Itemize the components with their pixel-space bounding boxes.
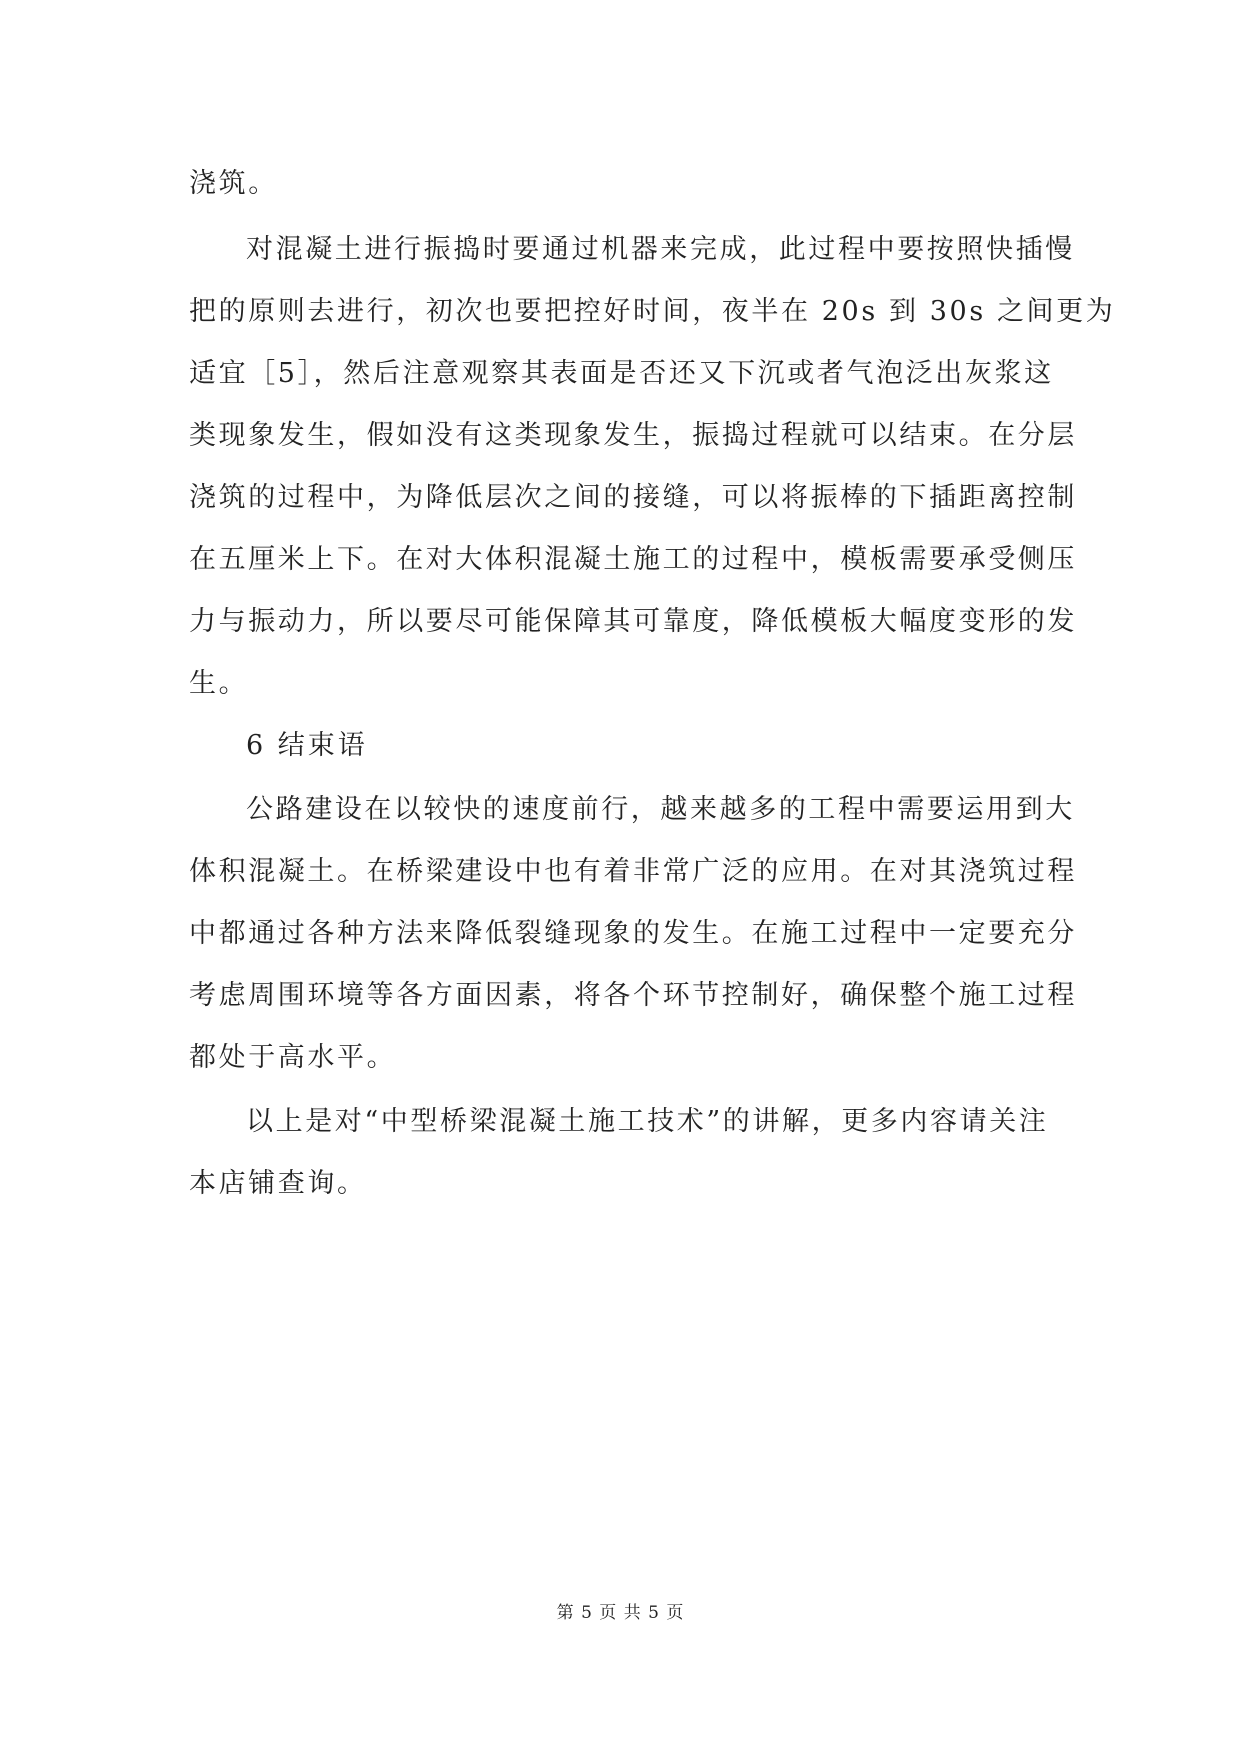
paragraph-line: 适宜［5］，然后注意观察其表面是否还又下沉或者气泡泛出灰浆这 (189, 358, 1054, 389)
paragraph-line: 公路建设在以较快的速度前行，越来越多的工程中需要运用到大 (246, 794, 1075, 825)
paragraph-line: 在五厘米上下。在对大体积混凝土施工的过程中，模板需要承受侧压 (189, 544, 1077, 575)
paragraph-line: 都处于高水平。 (189, 1042, 397, 1073)
section-heading: 6 结束语 (246, 730, 368, 761)
page-number-footer: 第 5 页 共 5 页 (556, 1603, 685, 1623)
paragraph-line: 体积混凝土。在桥梁建设中也有着非常广泛的应用。在对其浇筑过程 (189, 856, 1077, 887)
paragraph-line: 类现象发生，假如没有这类现象发生，振捣过程就可以结束。在分层 (189, 420, 1077, 451)
paragraph-line: 把的原则去进行，初次也要把控好时间，夜半在 20s 到 30s 之间更为 (189, 296, 1116, 327)
paragraph-line: 以上是对“中型桥梁混凝土施工技术”的讲解，更多内容请关注 (246, 1106, 1049, 1137)
paragraph-line: 力与振动力，所以要尽可能保障其可靠度，降低模板大幅度变形的发 (189, 606, 1077, 637)
paragraph-line: 考虑周围环境等各方面因素，将各个环节控制好，确保整个施工过程 (189, 980, 1077, 1011)
paragraph-line: 中都通过各种方法来降低裂缝现象的发生。在施工过程中一定要充分 (189, 918, 1077, 949)
paragraph-line: 对混凝土进行振捣时要通过机器来完成，此过程中要按照快插慢 (246, 234, 1075, 265)
paragraph-line: 生。 (189, 668, 249, 699)
paragraph-line: 浇筑的过程中，为降低层次之间的接缝，可以将振棒的下插距离控制 (189, 482, 1077, 513)
paragraph-line: 浇筑。 (189, 168, 278, 199)
paragraph-line: 本店铺查询。 (189, 1168, 367, 1199)
